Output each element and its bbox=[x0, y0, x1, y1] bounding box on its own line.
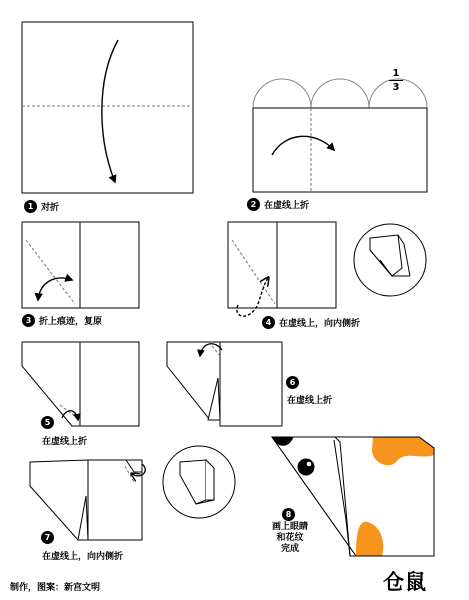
step-7-detail-circle bbox=[163, 446, 235, 518]
fraction-one-third bbox=[386, 68, 406, 93]
step-7-number: 7 bbox=[41, 531, 54, 544]
step-2-rectangle bbox=[253, 108, 427, 192]
step-2-label bbox=[247, 198, 309, 211]
diagram-title: 仓鼠 bbox=[383, 570, 427, 594]
step-5-text: 在虚线上折 bbox=[42, 437, 88, 447]
step-7-diagram bbox=[30, 460, 145, 540]
step-1-text: 对折 bbox=[41, 203, 60, 213]
step-7-number-wrap bbox=[41, 531, 58, 544]
step-5-back-layer bbox=[80, 342, 139, 426]
step-7-front-flap bbox=[30, 460, 88, 540]
step-6-back-layer bbox=[220, 342, 282, 426]
step-5-number: 5 bbox=[41, 416, 54, 429]
step-4-front-flap bbox=[228, 222, 277, 308]
step-7-label bbox=[42, 549, 123, 562]
step-7-text: 在虚线上，向内侧折 bbox=[42, 552, 124, 562]
step-4-label bbox=[262, 316, 360, 329]
hamster-eye bbox=[298, 459, 314, 475]
step-3-back-layer bbox=[80, 222, 139, 308]
step-5-label bbox=[42, 434, 87, 447]
step-1-diagram bbox=[22, 22, 193, 193]
step-4-back-layer bbox=[277, 222, 336, 308]
step-1-number: 1 bbox=[24, 200, 37, 213]
step-3-diagram bbox=[22, 222, 139, 308]
step-8-number: 8 bbox=[282, 508, 295, 521]
step-2-text: 在虚线上折 bbox=[264, 201, 310, 211]
step-4-diagram bbox=[228, 222, 336, 316]
step-8-number-wrap bbox=[282, 508, 299, 521]
step-1-label bbox=[24, 200, 59, 213]
step-5-number-wrap bbox=[41, 416, 58, 429]
step-8-text: 画上眼睛 和花纹 完成 bbox=[271, 522, 308, 554]
fraction-denominator: 3 bbox=[392, 82, 400, 93]
step-6-number-wrap bbox=[286, 376, 303, 389]
fraction-numerator: 1 bbox=[392, 68, 400, 79]
step-2-diagram bbox=[253, 79, 427, 192]
step-2-number: 2 bbox=[247, 198, 260, 211]
step-6-diagram bbox=[167, 342, 282, 426]
step-1-square bbox=[22, 22, 193, 193]
step-3-number: 3 bbox=[22, 314, 35, 327]
step-3-text: 折上痕迹，复原 bbox=[39, 317, 103, 327]
step-6-label bbox=[287, 393, 332, 406]
step-5-diagram bbox=[22, 342, 139, 426]
step-5-front-flap bbox=[22, 342, 80, 426]
step-4-detail-circle bbox=[354, 224, 426, 296]
credit-caption: 制作，图案：新宫文明 bbox=[10, 583, 101, 593]
step-4-number: 4 bbox=[262, 316, 275, 329]
step-3-label bbox=[22, 314, 102, 327]
step-3-front-flap bbox=[22, 222, 80, 308]
step-6-number: 6 bbox=[286, 376, 299, 389]
step-6-text: 在虚线上折 bbox=[287, 396, 333, 406]
step-4-text: 在虚线上，向内侧折 bbox=[279, 319, 361, 329]
